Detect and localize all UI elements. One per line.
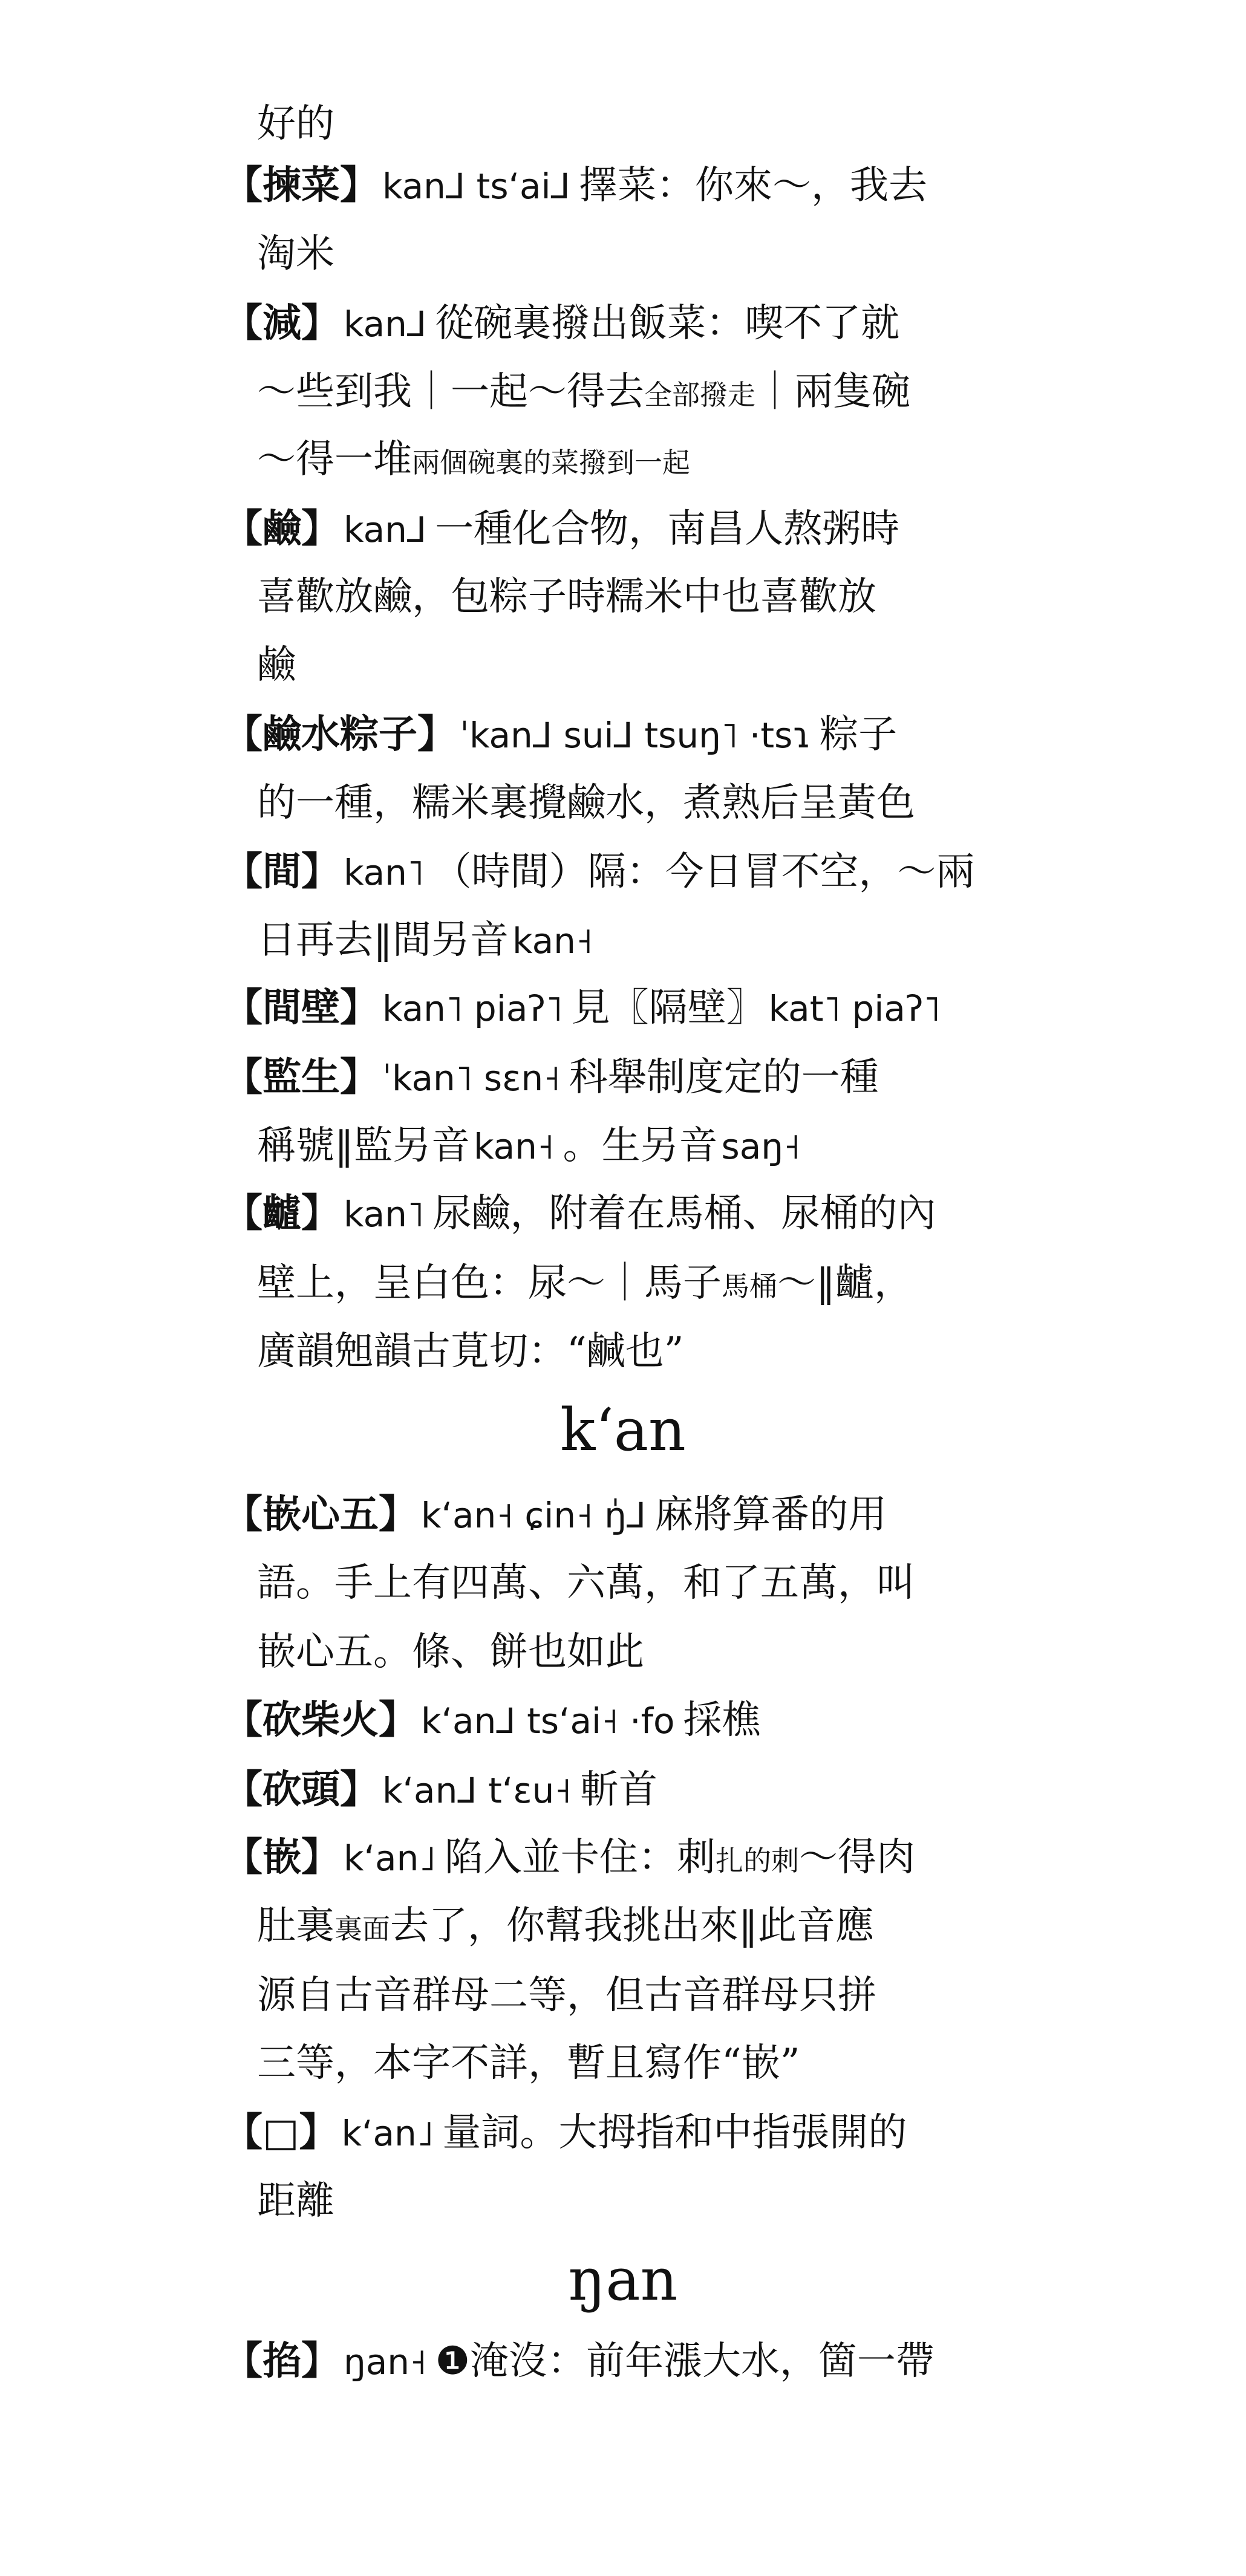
gloss-note: 兩個碗裏的菜撥到一起 xyxy=(412,446,690,479)
definition-text: 見〖隔壁〗 xyxy=(571,986,765,1030)
entry-line: 嵌心五。條、餅也如此 xyxy=(257,1630,644,1674)
pronunciation: kan⅃ xyxy=(344,509,427,550)
pronunciation: saŋ˧ xyxy=(721,1126,801,1167)
entry-line: 三等，本字不詳，暫且寫作“嵌” xyxy=(257,2041,800,2086)
pronunciation: ŋan˧ xyxy=(344,2341,427,2382)
entry-line xyxy=(257,1899,1062,1953)
pronunciation: k‘an˩ xyxy=(341,2113,434,2154)
definition-text: 麻將算番的用 xyxy=(654,1492,887,1537)
entry-line xyxy=(224,1763,1028,1817)
definition-text: 稱號‖監另音 xyxy=(257,1124,470,1168)
definition-text: 量詞。大拇指和中指張開的 xyxy=(442,2110,907,2155)
entry-line xyxy=(224,1693,1028,1748)
entry-line xyxy=(224,158,1028,213)
entry-line xyxy=(257,432,1062,487)
headword: 【間】 xyxy=(224,849,340,894)
pronunciation: kan⅃ ts‘ai⅃ xyxy=(382,166,570,207)
pronunciation: kan˥ piaʔ˥ xyxy=(382,988,563,1029)
gloss-note: 扎的刺 xyxy=(715,1844,799,1877)
entry-line xyxy=(257,365,1062,419)
pronunciation: k‘an⅃ t‘ɛu˧ xyxy=(382,1770,572,1811)
definition-text: 科舉制度定的一種 xyxy=(569,1055,879,1100)
definition-text: ～些到我｜一起～得去 xyxy=(257,369,644,414)
entry-line xyxy=(224,1186,1028,1241)
pronunciation: kan˥ xyxy=(344,852,425,893)
headword: 【砍柴火】 xyxy=(224,1697,417,1743)
section-heading: k‘an xyxy=(560,1396,686,1464)
definition-text: 採樵 xyxy=(683,1698,761,1743)
entry-line xyxy=(257,1256,1062,1310)
gloss-note: 全部撥走 xyxy=(644,379,755,411)
pronunciation: kan⅃ xyxy=(344,304,427,345)
definition-text: 一種化合物，南昌人熬粥時 xyxy=(435,507,900,551)
entry-line: 好的 xyxy=(257,102,334,146)
gloss-note: 裏面 xyxy=(334,1913,390,1945)
headword: 【嵌】 xyxy=(224,1835,340,1880)
pronunciation: ˈkan⅃ sui⅃ tsuŋ˥ ·tsɿ xyxy=(460,715,812,756)
entry-line: 淘米 xyxy=(257,232,334,276)
pronunciation: kan˥ xyxy=(344,1194,425,1235)
pronunciation: k‘an˧ ɕin˧ ŋ̍⅃ xyxy=(421,1495,647,1536)
headword: 【□】 xyxy=(224,2110,338,2155)
definition-text: （時間）隔：今日冒不空，～兩 xyxy=(432,850,975,894)
pronunciation: k‘an˩ xyxy=(344,1838,436,1879)
definition-text: 擇菜：你來～，我去 xyxy=(579,163,927,208)
entry-line: 廣韻𣆶韻古莧切：“鹹也” xyxy=(257,1329,684,1374)
headword: 【掐】 xyxy=(224,2338,340,2384)
definition-text: 壁上，呈白色：尿～｜馬子 xyxy=(257,1261,722,1306)
entry-line xyxy=(224,2106,1028,2160)
definition-text: 尿鹼，附着在馬桶、尿桶的內 xyxy=(432,1191,936,1236)
entry-line xyxy=(224,707,1028,762)
definition-text: ｜兩隻碗 xyxy=(755,369,910,414)
headword: 【減】 xyxy=(224,301,340,346)
definition-text: 日再去‖間另音 xyxy=(257,918,509,963)
definition-text: 斬首 xyxy=(579,1768,657,1812)
headword: 【砍頭】 xyxy=(224,1767,379,1812)
gloss-note: 馬桶 xyxy=(722,1270,777,1303)
entry-line xyxy=(224,981,1028,1035)
entry-line: 語。手上有四萬、六萬，和了五萬，叫 xyxy=(257,1561,915,1605)
pronunciation: k‘an⅃ ts‘ai˧ ·fo xyxy=(421,1700,675,1742)
definition-text: 肚裏 xyxy=(257,1904,334,1948)
definition-text: ❶淹沒：前年漲大水，箇一帶 xyxy=(435,2339,935,2384)
entry-line: 源自古音群母二等，但古音群母只拼 xyxy=(257,1973,876,2018)
headword: 【嵌心五】 xyxy=(224,1492,417,1537)
pronunciation: ˈkan˥ sɛn˧ xyxy=(382,1058,561,1099)
definition-text: ～得一堆 xyxy=(257,437,412,482)
entry-line xyxy=(224,1488,1028,1542)
entry-line xyxy=(224,502,1028,556)
headword: 【監生】 xyxy=(224,1055,379,1100)
entry-line xyxy=(224,1050,1028,1105)
entry-line xyxy=(224,845,1028,899)
entry-line xyxy=(257,913,1062,968)
entry-line xyxy=(224,2334,1028,2389)
definition-text: 陷入並卡住：刺 xyxy=(444,1835,716,1880)
section-heading: ŋan xyxy=(568,2246,678,2314)
entry-line xyxy=(257,1119,1062,1173)
entry-line xyxy=(224,1830,1028,1885)
definition-text: 粽子 xyxy=(820,712,898,757)
entry-line: 的一種，糯米裏攪鹼水，煮熟后呈黃色 xyxy=(257,781,915,825)
headword: 【䶥】 xyxy=(224,1191,340,1236)
pronunciation: kat˥ piaʔ˥ xyxy=(768,988,941,1029)
definition-text: 從碗裏撥出飯菜：喫不了就 xyxy=(435,301,900,346)
entry-line: 距離 xyxy=(257,2179,334,2223)
entry-line: 喜歡放鹼，包粽子時糯米中也喜歡放 xyxy=(257,574,876,619)
entry-line: 鹼 xyxy=(257,643,296,688)
definition-text: 。生另音 xyxy=(563,1124,718,1168)
headword: 【鹼】 xyxy=(224,506,340,551)
pronunciation: kan˧ xyxy=(512,920,593,961)
pronunciation: kan˧ xyxy=(474,1126,555,1167)
headword: 【揀菜】 xyxy=(224,163,379,208)
headword: 【鹼水粽子】 xyxy=(224,712,456,757)
definition-text: ～‖䶥， xyxy=(777,1261,913,1306)
definition-text: ～得肉 xyxy=(798,1835,915,1880)
headword: 【間壁】 xyxy=(224,985,379,1030)
definition-text: 去了，你幫我挑出來‖此音應 xyxy=(390,1904,874,1948)
entry-line xyxy=(224,296,1028,351)
